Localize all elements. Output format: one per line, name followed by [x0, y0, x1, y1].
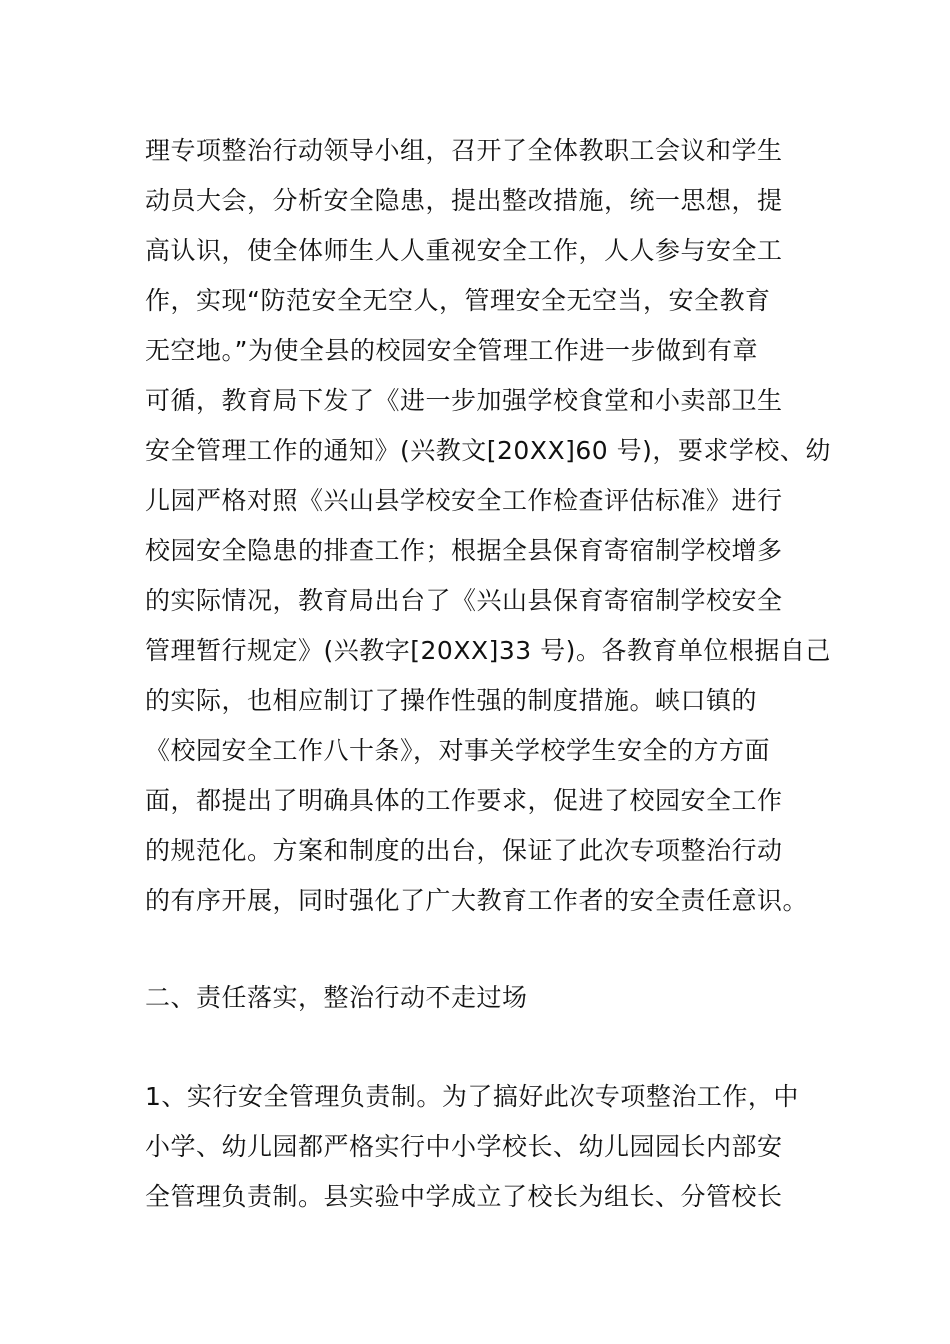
text-line: 《校园安全工作八十条》，对事关学校学生安全的方方面 — [145, 736, 771, 765]
text-line: 全管理负责制。县实验中学成立了校长为组长、分管校长 — [145, 1182, 783, 1211]
heading-text: 二、责任落实，整治行动不走过场 — [145, 983, 528, 1012]
text-line: 无空地。”为使全县的校园安全管理工作进一步做到有章 — [145, 336, 758, 365]
paragraph-1 — [145, 126, 831, 926]
text-line: 校园安全隐患的排查工作；根据全县保育寄宿制学校增多 — [145, 536, 783, 565]
text-line: 儿园严格对照《兴山县学校安全工作检查评估标准》进行 — [145, 486, 783, 515]
text-line: 1、实行安全管理负责制。为了搞好此次专项整治工作，中 — [145, 1082, 799, 1111]
text-line: 安全管理工作的通知》(兴教文[20XX]60 号)，要求学校、幼 — [145, 436, 831, 465]
text-line: 的实际，也相应制订了操作性强的制度措施。峡口镇的 — [145, 686, 758, 715]
text-line: 可循，教育局下发了《进一步加强学校食堂和小卖部卫生 — [145, 386, 783, 415]
text-line: 面，都提出了明确具体的工作要求，促进了校园安全工作 — [145, 786, 783, 815]
paragraph-2 — [145, 1072, 810, 1222]
text-line: 的有序开展，同时强化了广大教育工作者的安全责任意识。 — [145, 886, 809, 915]
text-line: 的规范化。方案和制度的出台，保证了此次专项整治行动 — [145, 836, 783, 865]
text-line: 的实际情况，教育局出台了《兴山县保育寄宿制学校安全 — [145, 586, 783, 615]
text-line: 高认识，使全体师生人人重视安全工作，人人参与安全工 — [145, 236, 783, 265]
text-line: 动员大会，分析安全隐患，提出整改措施，统一思想，提 — [145, 186, 783, 215]
text-line: 作，实现“防范安全无空人，管理安全无空当，安全教育 — [145, 286, 771, 315]
text-line: 小学、幼儿园都严格实行中小学校长、幼儿园园长内部安 — [145, 1132, 783, 1161]
text-line: 管理暂行规定》(兴教字[20XX]33 号)。各教育单位根据自己 — [145, 636, 831, 665]
text-line: 理专项整治行动领导小组，召开了全体教职工会议和学生 — [145, 136, 783, 165]
section-heading — [145, 973, 810, 1023]
